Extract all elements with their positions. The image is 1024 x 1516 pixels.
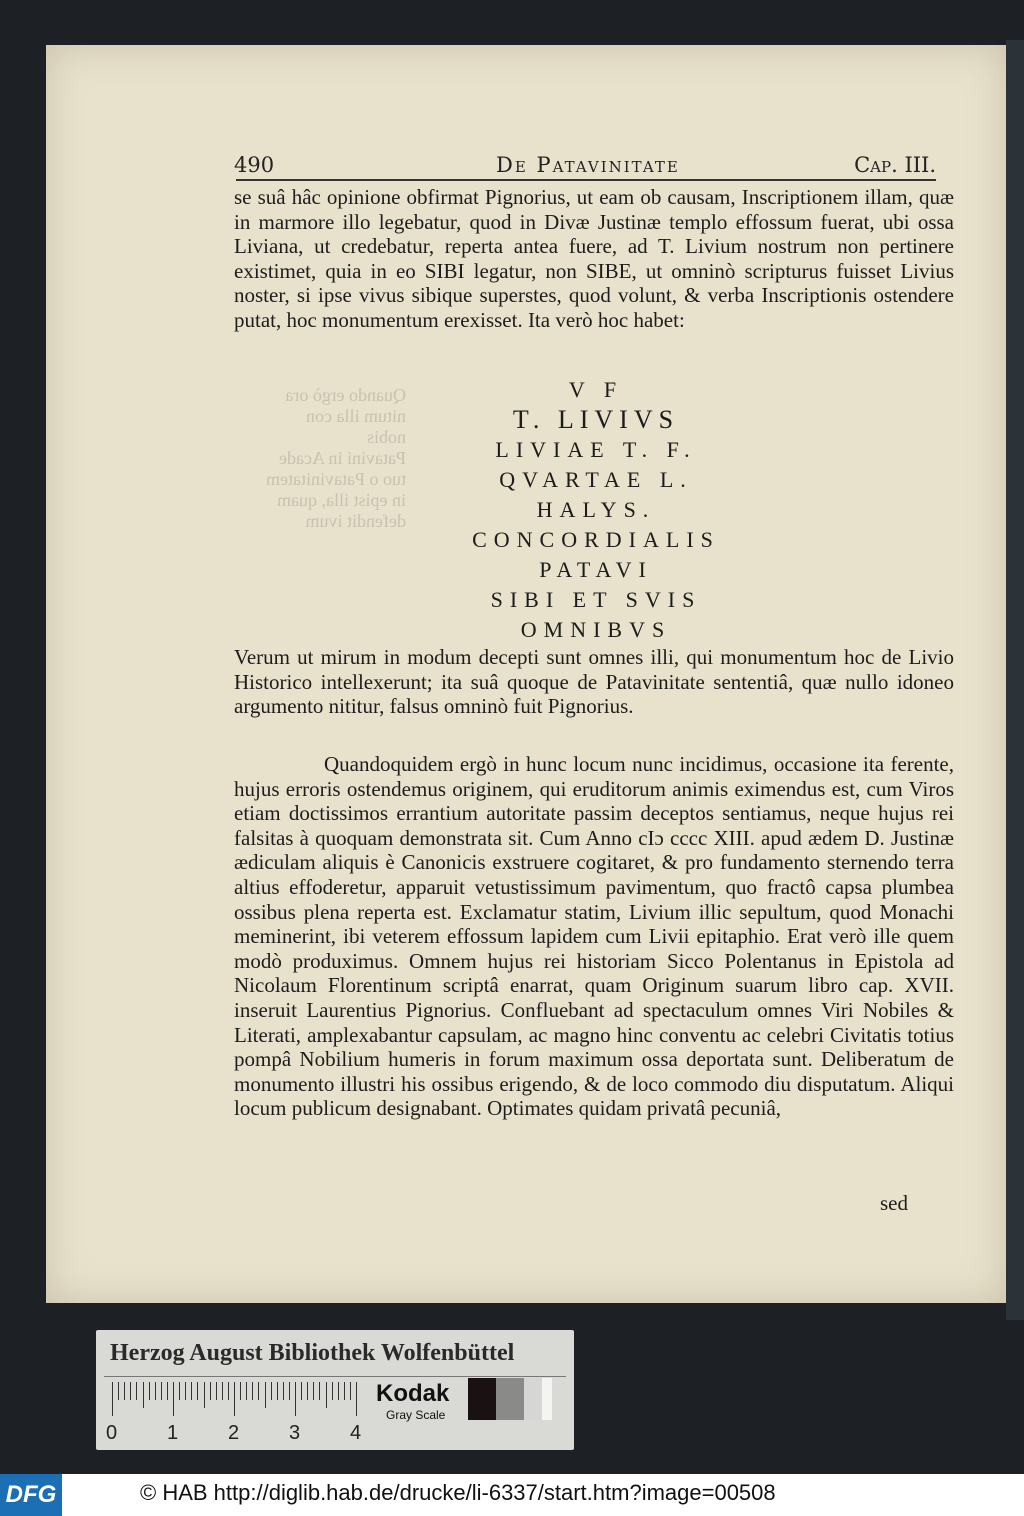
ruler-tick bbox=[167, 1382, 168, 1400]
swatch-black bbox=[468, 1378, 496, 1420]
ruler-tick bbox=[252, 1382, 253, 1400]
ruler-number: 4 bbox=[350, 1422, 362, 1444]
inscription-line-2: T. LIVIVS bbox=[512, 405, 680, 434]
paragraph-1 bbox=[234, 185, 954, 333]
ruler-tick bbox=[283, 1382, 284, 1400]
gray-scale-label: Gray Scale bbox=[386, 1408, 446, 1422]
ruler-tick bbox=[265, 1382, 266, 1408]
ruler-tick bbox=[234, 1382, 235, 1416]
ruler-number: 0 bbox=[106, 1422, 118, 1444]
ruler-tick bbox=[197, 1382, 198, 1400]
paragraph-3-text: Quandoquidem ergò in hunc locum nunc incidimus, occasione ita ferente, hujus erroris ostendemus originem, qui eruditorum animis eximendus est, cum Viros etiam doctissimos errantium autoritate passim deceptos sentiamus, neque hujus rei falsitas à quoquam demonstrata sit. Cum Anno cIɔ cccc XIII. apud ædem D. Justinæ ædiculam aliquis è Canonicis exstruere cogitaret, & pro fundamento sternendo terra altius effoderetur, apparuit vetustissimum pavimentum, quo fractô capsa plumbea ossibus plena reperta est. Exclamatur statim, Livium illic sepultum, quod Monachi meminerint, ibi veterem effossum lapidem cum Livii epitaphio. Erat verò ille quem modò produximus. Omnem hujus rei historiam Sicco Polentanus in Epistola ad Nicolaum Florentinum scriptâ enarrat, quam Originum suarum libro cap. XVII. inseruit Laurentius Pignorius. Confluebant ad spectaculum omnes Viri Nobiles & Literati, amplexabantur capsulam, ac magno hinc conventu ac celebri Civitatis totius pompâ Nobilium humeris in forum maximum ossa deportata sunt. Deliberatum de monumento illustri his ossibus erigendo, & de loco commodo diu disputatum. Aliqui locum publicum designabant. Optimates quidam privatâ pecuniâ, bbox=[234, 752, 954, 1121]
ruler-tick bbox=[344, 1382, 345, 1400]
ruler-number: 2 bbox=[228, 1422, 240, 1444]
ruler-tick bbox=[289, 1382, 290, 1400]
ruler-tick bbox=[228, 1382, 229, 1400]
inscription-line-4: QVARTAE L. bbox=[499, 467, 693, 492]
ruler-tick bbox=[240, 1382, 241, 1400]
ruler bbox=[106, 1382, 362, 1444]
inscription-line-6: CONCORDIALIS bbox=[472, 527, 720, 552]
ruler-tick bbox=[143, 1382, 144, 1408]
catchword: sed bbox=[880, 1191, 908, 1215]
swatch-mid-gray bbox=[496, 1378, 524, 1420]
ruler-tick bbox=[173, 1382, 174, 1416]
running-title: De Patavinitate bbox=[496, 153, 680, 177]
ruler-number: 1 bbox=[167, 1422, 179, 1444]
inscription-line-1: V F bbox=[568, 377, 624, 402]
credit-link[interactable]: © HAB http://diglib.hab.de/drucke/li-6337/start.htm?image=00508 bbox=[140, 1480, 776, 1505]
ruler-tick bbox=[210, 1382, 211, 1400]
chapter-label: Cap. III. bbox=[854, 153, 936, 177]
ruler-number: 3 bbox=[289, 1422, 301, 1444]
ruler-tick bbox=[332, 1382, 333, 1400]
ruler-tick bbox=[326, 1382, 327, 1408]
dfg-logo: DFG bbox=[0, 1474, 62, 1516]
ruler-tick bbox=[161, 1382, 162, 1400]
inscription bbox=[236, 375, 956, 645]
ruler-tick bbox=[246, 1382, 247, 1400]
ruler-tick bbox=[338, 1382, 339, 1400]
ruler-tick bbox=[356, 1382, 357, 1416]
swatch-white bbox=[542, 1378, 552, 1420]
book-page bbox=[46, 45, 1006, 1303]
ruler-tick bbox=[136, 1382, 137, 1400]
paragraph-3 bbox=[234, 752, 954, 1121]
running-head bbox=[46, 153, 1006, 181]
ruler-tick bbox=[216, 1382, 217, 1400]
ruler-tick bbox=[258, 1382, 259, 1400]
ruler-tick bbox=[155, 1382, 156, 1400]
paragraph-1-text: se suâ hâc opinione obfirmat Pignorius, ut eam ob causam, Inscriptionem illam, quæ in marmore illo legebatur, quod in Divæ Justinæ templo effossum fuerat, ubi ossa Liviana, ut credebatur, reperta antea fuere, ad T. Livium nostrum non pertinere existimet, quia in eo SIBI legatur, non SIBE, ut omninò scripturus fuisset Livius noster, si ipse vivus sibique superstes, quod volunt, & verba Inscriptionis ostendere putat, hoc monumentum erexisset. Ita verò hoc habet: bbox=[234, 185, 954, 332]
ruler-tick bbox=[350, 1382, 351, 1400]
library-name: Herzog August Bibliothek Wolfenbüttel bbox=[110, 1340, 515, 1366]
inscription-line-5: HALYS. bbox=[536, 497, 656, 522]
inscription-line-8: SIBI ET SVIS bbox=[490, 587, 702, 612]
ruler-tick bbox=[130, 1382, 131, 1400]
page-number: 490 bbox=[234, 153, 275, 177]
ruler-tick bbox=[204, 1382, 205, 1408]
ruler-tick bbox=[222, 1382, 223, 1400]
paragraph-2 bbox=[234, 645, 954, 719]
ruler-tick bbox=[313, 1382, 314, 1400]
kodak-logo: Kodak bbox=[376, 1380, 450, 1407]
inscription-line-9: OMNIBVS bbox=[520, 617, 672, 642]
footer-bar bbox=[0, 1474, 1024, 1516]
ruler-tick bbox=[179, 1382, 180, 1400]
ruler-tick bbox=[185, 1382, 186, 1400]
ruler-tick bbox=[319, 1382, 320, 1400]
facing-page-edge bbox=[1006, 40, 1024, 1320]
ruler-tick bbox=[118, 1382, 119, 1400]
inscription-line-7: PATAVI bbox=[539, 557, 653, 582]
card-divider bbox=[104, 1376, 566, 1377]
ruler-tick bbox=[149, 1382, 150, 1400]
ruler-tick bbox=[277, 1382, 278, 1400]
ruler-tick bbox=[301, 1382, 302, 1400]
ruler-tick bbox=[191, 1382, 192, 1400]
ruler-tick bbox=[271, 1382, 272, 1400]
ruler-tick bbox=[307, 1382, 308, 1400]
ruler-tick bbox=[112, 1382, 113, 1416]
inscription-line-3: LIVIAE T. F. bbox=[495, 437, 697, 462]
color-card bbox=[96, 1330, 574, 1450]
ruler-tick bbox=[124, 1382, 125, 1400]
bleed-through: Quando ergò ora nitum illa con nobis Patavini in Acade tuo o Patavinitatem in epist illa, quam defendit ivum bbox=[266, 385, 406, 531]
header-rule bbox=[236, 179, 936, 181]
ruler-tick bbox=[295, 1382, 296, 1416]
paragraph-2-text: Verum ut mirum in modum decepti sunt omnes illi, qui monumentum hoc de Livio Historico intellexerunt; ita suâ quoque de Patavinitate sententiâ, quæ nullo idoneo argumento nititur, falsus omninò fuit Pignorius. bbox=[234, 645, 954, 719]
